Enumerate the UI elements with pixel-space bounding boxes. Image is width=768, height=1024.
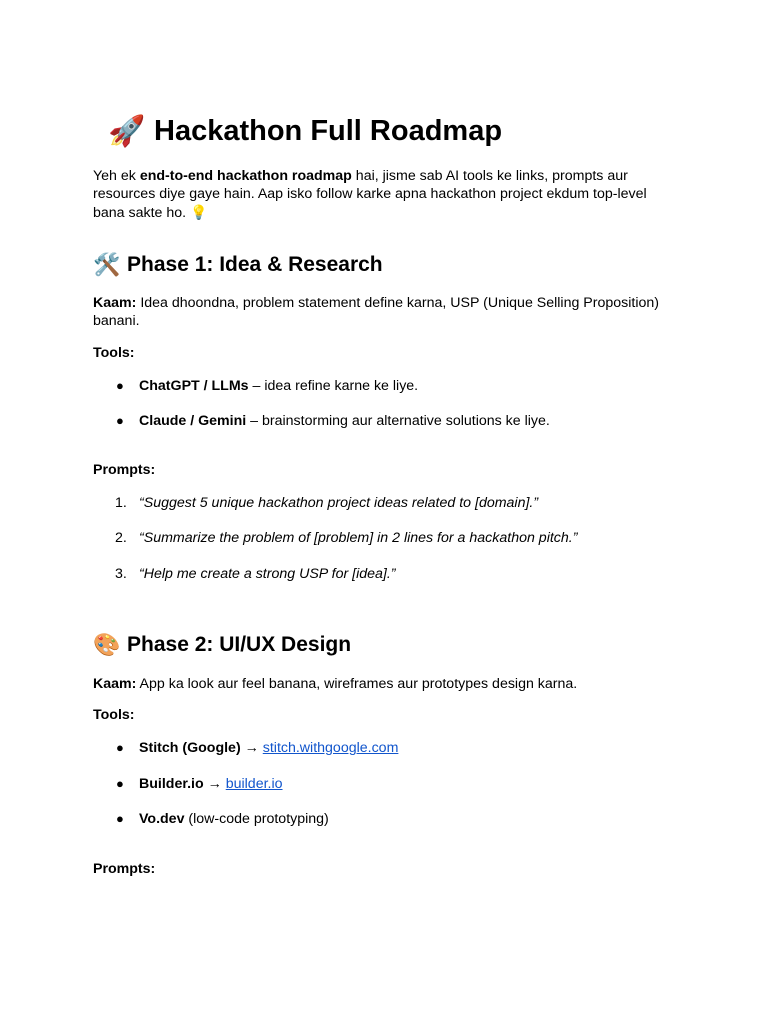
- phase1-heading-text: Phase 1: Idea & Research: [127, 253, 383, 276]
- intro-text: Yeh ek: [93, 168, 140, 184]
- tool-name: Claude / Gemini: [139, 413, 247, 429]
- phase2-kaam: [93, 675, 673, 693]
- list-item: [115, 565, 396, 583]
- phase2-prompts-label: Prompts:: [93, 861, 156, 877]
- document-title: [108, 114, 502, 149]
- title-text: Hackathon Full Roadmap: [154, 115, 503, 147]
- intro-text-rest: hai, jisme sab AI tools ke links, prompts aur resources diye gaye hain. Aap isko follow karke apna hackathon project ekdum top-level bana sakte ho.: [93, 168, 647, 221]
- kaam-text: Idea dhoondna, problem statement define karna, USP (Unique Selling Proposition) banani.: [93, 295, 660, 329]
- phase1-kaam: [93, 294, 673, 330]
- tools-icon: 🛠️: [93, 252, 121, 277]
- phase2-tools-label: Tools:: [93, 707, 135, 723]
- list-item: [116, 377, 419, 395]
- lightbulb-icon: 💡: [190, 204, 208, 220]
- list-number: 1.: [115, 495, 127, 511]
- list-item: [116, 810, 329, 828]
- tool-name: ChatGPT / LLMs: [139, 378, 249, 394]
- prompt-text: “Help me create a strong USP for [idea].”: [139, 566, 396, 582]
- rocket-icon: 🚀: [108, 115, 146, 148]
- bullet-icon: ●: [116, 776, 124, 791]
- tool-desc: (low-code prototyping): [184, 811, 329, 827]
- list-number: 2.: [115, 530, 127, 546]
- intro-paragraph: [93, 167, 673, 222]
- builder-link[interactable]: builder.io: [225, 776, 283, 792]
- tool-desc: – idea refine karne ke liye.: [248, 378, 419, 394]
- prompt-text: “Summarize the problem of [problem] in 2 lines for a hackathon pitch.”: [139, 530, 578, 546]
- kaam-label: Kaam:: [93, 676, 137, 692]
- list-item: [116, 775, 283, 793]
- arrow-icon: →: [203, 776, 226, 792]
- kaam-text: App ka look aur feel banana, wireframes aur prototypes design karna.: [136, 676, 578, 692]
- arrow-icon: →: [240, 740, 263, 756]
- prompt-text: “Suggest 5 unique hackathon project ideas related to [domain].”: [139, 495, 539, 511]
- tool-name: Builder.io: [139, 776, 204, 792]
- list-item: [116, 739, 399, 757]
- palette-icon: 🎨: [93, 632, 121, 657]
- phase2-heading: [93, 632, 351, 658]
- kaam-label: Kaam:: [93, 295, 137, 311]
- bullet-icon: ●: [116, 413, 124, 428]
- phase1-prompts-label: Prompts:: [93, 462, 156, 478]
- tool-name: Stitch (Google): [139, 740, 241, 756]
- list-item: [116, 412, 550, 430]
- list-item: [115, 494, 539, 512]
- bullet-icon: ●: [116, 811, 124, 826]
- phase2-heading-text: Phase 2: UI/UX Design: [127, 633, 352, 656]
- bullet-icon: ●: [116, 378, 124, 393]
- stitch-link[interactable]: stitch.withgoogle.com: [262, 740, 399, 756]
- phase1-heading: [93, 252, 383, 278]
- phase1-tools-label: Tools:: [93, 345, 135, 361]
- bullet-icon: ●: [116, 740, 124, 755]
- list-item: [115, 529, 578, 547]
- tool-desc: – brainstorming aur alternative solutions ke liye.: [246, 413, 550, 429]
- tool-name: Vo.dev: [139, 811, 185, 827]
- list-number: 3.: [115, 566, 127, 582]
- intro-bold: end-to-end hackathon roadmap: [139, 168, 352, 184]
